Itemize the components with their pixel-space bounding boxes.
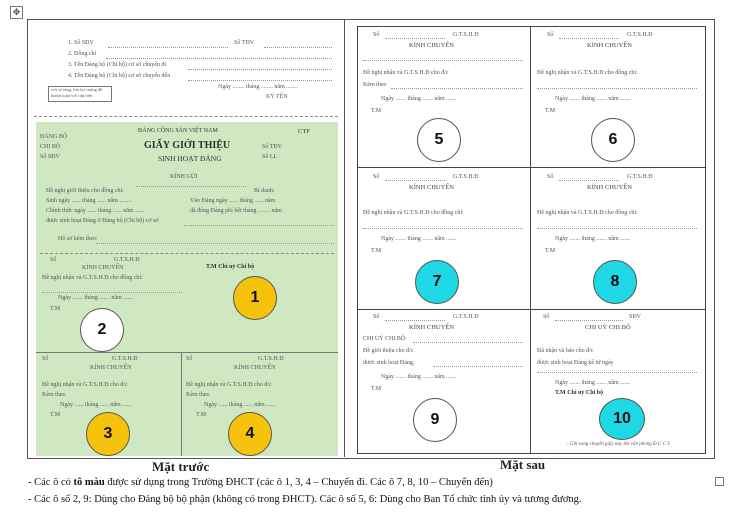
sub4-tm: T.M — [196, 412, 207, 418]
stub-line1b: Số TĐV — [234, 40, 255, 46]
card-dn: Đề nghị nhận và G.T.S.H.Đ cho đồng chí: — [42, 275, 143, 281]
back-cell-9 — [357, 310, 530, 452]
c8-so: Số — [547, 174, 554, 180]
c10-chiuy: CHI UỶ CHI BỘ — [585, 324, 631, 331]
card-kinhchuyen: KÍNH CHUYỂN — [82, 265, 124, 271]
note2-text: - Các ô số 2, 9: Dùng cho Đảng bộ bộ phận (không có trong ĐHCT). Các ô số 5, 6: Dùng cho Ban Tổ chức tỉnh ủy và tương đương. — [28, 494, 582, 505]
c9-tm: T.M — [371, 386, 382, 392]
c9-chiuy: CHI UỶ CHI BỘ: — [363, 336, 407, 342]
c8-kinhchuyen: KÍNH CHUYỂN — [587, 184, 632, 191]
stub-line4: 4. Tên Đảng bộ (Chi bộ) cơ sở chuyển đến — [68, 73, 171, 79]
soll-label: Số LL — [262, 154, 278, 160]
c5-kem: Kèm theo — [363, 82, 387, 88]
front-side — [28, 20, 344, 457]
c8-gtshd: G.T.S.H.Đ — [627, 174, 653, 180]
back-cell-10 — [531, 310, 704, 452]
card-line1: Đề nghị giới thiệu cho đồng chí: — [46, 188, 124, 194]
c5-date: Ngày ....... tháng ....... năm ....... — [381, 96, 457, 102]
card-line2: Sinh ngày ...... tháng ...... năm ........ — [46, 198, 132, 204]
sub3-so: Số — [42, 356, 49, 362]
front-stub — [34, 26, 338, 118]
cell-marker-1: 1 — [233, 276, 277, 320]
c8-dn: Đề nghị nhận và G.T.S.H.Đ cho đồng chí: — [537, 210, 638, 216]
sotdv-label: Số TĐV — [262, 144, 283, 150]
c7-tm: T.M — [371, 248, 382, 254]
c7-so: Số — [373, 174, 380, 180]
back-cell-5 — [357, 26, 530, 167]
sosdv-label: Số SĐV — [40, 154, 60, 160]
cell-marker-5: 5 — [417, 118, 461, 162]
c8-date: Ngày ....... tháng ....... năm ....... — [555, 236, 631, 242]
cell-marker-4: 4 — [228, 412, 272, 456]
kinhgui-label: KÍNH GỬI — [170, 174, 198, 180]
note1-pre: - Các ô có — [28, 477, 74, 488]
sub3-gtshd: G.T.S.H.Đ — [112, 356, 138, 362]
stub-sign: KÝ TÊN — [266, 94, 288, 100]
note1-post: được sử dụng trong Trường ĐHCT (các ô 1, 3, 4 – Chuyển đi. Các ô 7, 8, 10 – Chuyển đến) — [104, 477, 493, 488]
table-move-icon[interactable]: ✥ — [10, 6, 23, 19]
cell-marker-6: 6 — [591, 118, 635, 162]
card-line3: Chính thức ngày ...... tháng ...... năm ...... — [46, 208, 145, 214]
card-date: Ngày ....... tháng ....... năm ....... — [58, 295, 134, 301]
c5-dn: Đề nghị nhận và G.T.S.H.Đ cho đ/c — [363, 70, 449, 76]
c5-so: Số — [373, 32, 380, 38]
resize-handle-icon[interactable] — [715, 477, 724, 486]
cell-marker-9: 9 — [413, 398, 457, 442]
card-gtshd: G.T.S.H.Đ — [114, 257, 140, 263]
c8-tm: T.M — [545, 248, 556, 254]
c10-duoc: được sinh hoạt Đảng kể từ ngày — [537, 360, 614, 366]
stub-note-box — [48, 86, 112, 102]
card-line3b: đã đóng Đảng phí hết tháng ........ năm — [190, 208, 282, 214]
card-so: Số — [50, 257, 57, 263]
back-cell-7 — [357, 168, 530, 309]
sub4-date: Ngày ...... tháng ...... năm ...... — [204, 402, 276, 408]
card-line2b: Vào Đảng ngày ...... tháng ...... năm — [190, 198, 276, 204]
card-line5: Hồ sơ kèm theo: — [58, 236, 98, 242]
c9-kinhchuyen: KÍNH CHUYỂN — [409, 324, 454, 331]
cell-marker-3: 3 — [86, 412, 130, 456]
c9-gtshd: G.T.S.H.Đ — [453, 314, 479, 320]
sub4-dn: Đề nghị nhận và G.T.S.H.Đ cho đ/c — [186, 382, 272, 388]
c6-date: Ngày ....... tháng ....... năm ....... — [555, 96, 631, 102]
card-line4: được sinh hoạt Đảng ở Đảng bộ (Chi bộ) cơ sở — [46, 218, 159, 224]
front-caption: Mặt trước — [152, 459, 210, 474]
c10-dn: Đã nhận và báo cho đ/c — [537, 348, 594, 354]
card-line1b: Bí danh: — [254, 188, 275, 194]
card-tm: T.M — [50, 306, 61, 312]
party-name: ĐẢNG CỘNG SẢN VIỆT NAM — [138, 128, 218, 134]
sub4-kc: KÍNH CHUYỂN — [234, 365, 276, 371]
c10-footnote: - Ghi xong chuyển giấy này lên văn phòng Đ U C S — [567, 442, 670, 447]
back-caption: Mặt sau — [500, 457, 546, 472]
c5-kinhchuyen: KÍNH CHUYỂN — [409, 42, 454, 49]
back-cell-6 — [531, 26, 704, 167]
stub-date: Ngày ........ tháng ........ năm ........ — [218, 84, 299, 90]
stub-line1: 1. Số SĐV — [68, 40, 94, 46]
c6-tm: T.M — [545, 108, 556, 114]
c10-so: Số — [543, 314, 550, 320]
c9-dn: Đề giới thiệu cho đ/c — [363, 348, 414, 354]
c5-gtshd: G.T.S.H.Đ — [453, 32, 479, 38]
c7-gtshd: G.T.S.H.Đ — [453, 174, 479, 180]
card-tm-chiuy: T.M Chi uỷ Chi bộ — [206, 264, 255, 270]
c10-date: Ngày ....... tháng ....... năm ....... — [555, 380, 631, 386]
table-divider — [344, 19, 345, 457]
sub3-date: Ngày ...... tháng ...... năm ...... — [60, 402, 132, 408]
c5-tm: T.M — [371, 108, 382, 114]
stub-note: với số tăng, lưu lại cuống để thanh toán với cấp trên — [51, 87, 103, 98]
c9-date: Ngày ....... tháng ....... năm ....... — [381, 374, 457, 380]
cell-marker-7: 7 — [415, 260, 459, 304]
c6-so: Số — [547, 32, 554, 38]
cell-marker-10: 10 — [599, 398, 645, 440]
sub3-kem: Kèm theo — [42, 392, 66, 398]
c6-kinhchuyen: KÍNH CHUYỂN — [587, 42, 632, 49]
sub3-tm: T.M — [50, 412, 61, 418]
c9-so: Số — [373, 314, 380, 320]
stub-line2: 2. Đồng chí — [68, 51, 97, 57]
back-cell-8 — [531, 168, 704, 309]
sub3-kc: KÍNH CHUYỂN — [90, 365, 132, 371]
c10-sdv: SĐV — [629, 314, 642, 320]
ctf-label: CTF — [298, 128, 310, 135]
stub-line3: 3. Tên Đảng bộ (Chi bộ) cơ sở chuyển đi — [68, 62, 167, 68]
sub4-so: Số — [186, 356, 193, 362]
sub4-kem: Kèm theo — [186, 392, 210, 398]
note1-bold: tô màu — [73, 477, 105, 488]
c6-gtshd: G.T.S.H.Đ — [627, 32, 653, 38]
dangbo-label: ĐẢNG BỘ — [40, 134, 68, 140]
note-line-2 — [28, 494, 582, 505]
c10-tm: T.M Chi uỷ Chi bộ — [555, 390, 604, 396]
c7-dn: Đề nghị nhận và G.T.S.H.Đ cho đồng chí: — [363, 210, 464, 216]
sub3-dn: Đề nghị nhận và G.T.S.H.Đ cho đ/c — [42, 382, 128, 388]
cell-marker-2: 2 — [80, 308, 124, 352]
intro-letter-title: GIẤY GIỚI THIỆU — [144, 140, 231, 151]
chibo-label: CHI BỘ — [40, 144, 61, 150]
cell-marker-8: 8 — [593, 260, 637, 304]
back-side — [357, 26, 706, 454]
c6-dn: Đề nghị nhận và G.T.S.H.Đ cho đồng chí: — [537, 70, 638, 76]
sub4-gtshd: G.T.S.H.Đ — [258, 356, 284, 362]
c9-duoc: được sinh hoạt Đảng, — [363, 360, 415, 366]
note-line-1 — [28, 477, 493, 488]
intro-letter-subtitle: SINH HOẠT ĐẢNG — [158, 154, 222, 163]
c7-date: Ngày ....... tháng ....... năm ....... — [381, 236, 457, 242]
c7-kinhchuyen: KÍNH CHUYỂN — [409, 184, 454, 191]
